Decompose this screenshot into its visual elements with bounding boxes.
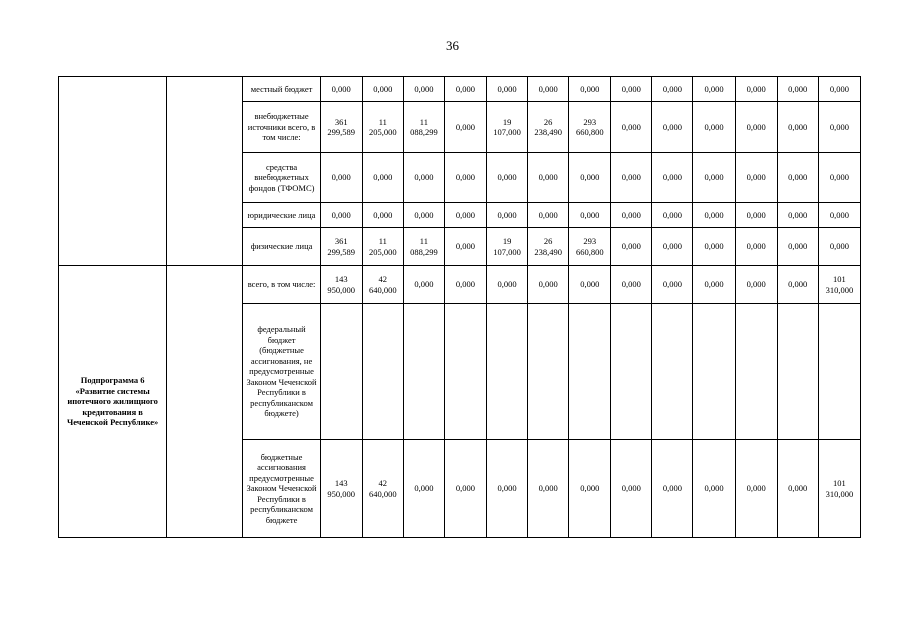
value-cell: 0,000 xyxy=(444,153,486,203)
value-cell: 19 107,000 xyxy=(487,228,528,266)
table-row xyxy=(59,266,861,304)
value-cell: 0,000 xyxy=(611,440,652,538)
value-cell: 0,000 xyxy=(569,440,611,538)
funding-source-cell: бюджетные ассигнования предусмотренные Законом Чеченской Республики в республиканском бюджете xyxy=(243,440,320,538)
value-cell: 0,000 xyxy=(487,203,528,228)
value-cell: 0,000 xyxy=(777,153,818,203)
value-cell: 0,000 xyxy=(735,153,777,203)
value-cell: 0,000 xyxy=(693,102,735,153)
value-cell: 0,000 xyxy=(528,77,569,102)
value-cell: 0,000 xyxy=(487,77,528,102)
value-cell: 11 205,000 xyxy=(362,228,403,266)
value-cell: 0,000 xyxy=(444,102,486,153)
value-cell: 0,000 xyxy=(403,77,444,102)
value-cell: 26 238,490 xyxy=(528,228,569,266)
value-cell: 0,000 xyxy=(777,440,818,538)
value-cell: 0,000 xyxy=(818,77,860,102)
value-cell: 0,000 xyxy=(362,77,403,102)
value-cell: 0,000 xyxy=(735,228,777,266)
value-cell: 143 950,000 xyxy=(320,266,362,304)
value-cell xyxy=(362,304,403,440)
value-cell: 0,000 xyxy=(444,77,486,102)
value-cell: 0,000 xyxy=(444,228,486,266)
value-cell: 0,000 xyxy=(320,77,362,102)
value-cell: 361 299,589 xyxy=(320,102,362,153)
value-cell: 0,000 xyxy=(693,266,735,304)
value-cell: 0,000 xyxy=(569,266,611,304)
value-cell: 0,000 xyxy=(652,228,693,266)
value-cell: 293 660,800 xyxy=(569,102,611,153)
value-cell xyxy=(735,304,777,440)
value-cell: 19 107,000 xyxy=(487,102,528,153)
value-cell: 0,000 xyxy=(487,153,528,203)
value-cell: 101 310,000 xyxy=(818,266,860,304)
value-cell xyxy=(693,304,735,440)
value-cell xyxy=(528,304,569,440)
value-cell: 0,000 xyxy=(735,77,777,102)
value-cell: 0,000 xyxy=(818,102,860,153)
value-cell: 11 205,000 xyxy=(362,102,403,153)
value-cell: 0,000 xyxy=(652,153,693,203)
value-cell: 26 238,490 xyxy=(528,102,569,153)
value-cell: 0,000 xyxy=(652,203,693,228)
value-cell: 0,000 xyxy=(818,228,860,266)
value-cell: 0,000 xyxy=(569,77,611,102)
value-cell: 0,000 xyxy=(320,203,362,228)
value-cell: 0,000 xyxy=(611,153,652,203)
value-cell: 0,000 xyxy=(320,153,362,203)
funding-source-cell: юридические лица xyxy=(243,203,320,228)
funding-source-cell: средства внебюджетных фондов (ТФОМС) xyxy=(243,153,320,203)
value-cell: 0,000 xyxy=(777,77,818,102)
value-cell: 0,000 xyxy=(403,266,444,304)
program-name-cell-empty xyxy=(59,77,167,266)
value-cell: 0,000 xyxy=(735,266,777,304)
value-cell: 0,000 xyxy=(528,266,569,304)
value-cell: 0,000 xyxy=(735,440,777,538)
value-cell xyxy=(487,304,528,440)
value-cell: 11 088,299 xyxy=(403,228,444,266)
value-cell: 293 660,800 xyxy=(569,228,611,266)
value-cell: 0,000 xyxy=(818,153,860,203)
value-cell: 0,000 xyxy=(735,203,777,228)
value-cell: 0,000 xyxy=(652,102,693,153)
value-cell: 0,000 xyxy=(693,440,735,538)
value-cell: 361 299,589 xyxy=(320,228,362,266)
value-cell: 0,000 xyxy=(487,266,528,304)
value-cell: 143 950,000 xyxy=(320,440,362,538)
value-cell: 0,000 xyxy=(528,440,569,538)
value-cell: 42 640,000 xyxy=(362,440,403,538)
value-cell: 0,000 xyxy=(569,203,611,228)
value-cell: 0,000 xyxy=(818,203,860,228)
value-cell: 42 640,000 xyxy=(362,266,403,304)
funding-source-cell: физические лица xyxy=(243,228,320,266)
executor-cell xyxy=(167,266,243,538)
value-cell xyxy=(403,304,444,440)
value-cell xyxy=(611,304,652,440)
value-cell: 0,000 xyxy=(777,102,818,153)
program-name-cell: Подпрограмма 6 «Развитие системы ипотечного жилищного кредитования в Чеченской Республике» xyxy=(59,266,167,538)
funding-source-cell: федеральный бюджет (бюджетные ассигнования, не предусмотренные Законом Чеченской Республики в республиканском бюджете) xyxy=(243,304,320,440)
value-cell: 0,000 xyxy=(362,153,403,203)
value-cell: 0,000 xyxy=(652,440,693,538)
value-cell xyxy=(444,304,486,440)
value-cell: 0,000 xyxy=(403,203,444,228)
value-cell: 0,000 xyxy=(611,203,652,228)
funding-source-cell: внебюджетные источники всего, в том числе: xyxy=(243,102,320,153)
value-cell: 0,000 xyxy=(652,77,693,102)
value-cell: 0,000 xyxy=(611,77,652,102)
value-cell: 0,000 xyxy=(444,266,486,304)
value-cell: 0,000 xyxy=(777,228,818,266)
executor-cell xyxy=(167,77,243,266)
value-cell: 0,000 xyxy=(611,102,652,153)
value-cell: 0,000 xyxy=(611,228,652,266)
value-cell: 0,000 xyxy=(444,203,486,228)
value-cell: 0,000 xyxy=(362,203,403,228)
value-cell: 0,000 xyxy=(487,440,528,538)
value-cell xyxy=(569,304,611,440)
value-cell: 0,000 xyxy=(569,153,611,203)
value-cell xyxy=(777,304,818,440)
value-cell: 0,000 xyxy=(735,102,777,153)
value-cell: 11 088,299 xyxy=(403,102,444,153)
funding-source-cell: местный бюджет xyxy=(243,77,320,102)
value-cell: 0,000 xyxy=(777,203,818,228)
value-cell: 0,000 xyxy=(693,153,735,203)
value-cell: 0,000 xyxy=(693,228,735,266)
value-cell: 101 310,000 xyxy=(818,440,860,538)
page-number: 36 xyxy=(446,38,459,53)
value-cell: 0,000 xyxy=(403,440,444,538)
value-cell: 0,000 xyxy=(528,203,569,228)
value-cell: 0,000 xyxy=(777,266,818,304)
funding-source-cell: всего, в том числе: xyxy=(243,266,320,304)
value-cell: 0,000 xyxy=(693,203,735,228)
value-cell: 0,000 xyxy=(444,440,486,538)
value-cell: 0,000 xyxy=(403,153,444,203)
value-cell xyxy=(652,304,693,440)
value-cell: 0,000 xyxy=(693,77,735,102)
value-cell: 0,000 xyxy=(528,153,569,203)
value-cell xyxy=(320,304,362,440)
table-row xyxy=(59,77,861,102)
value-cell: 0,000 xyxy=(611,266,652,304)
budget-table xyxy=(58,76,861,538)
value-cell xyxy=(818,304,860,440)
value-cell: 0,000 xyxy=(652,266,693,304)
